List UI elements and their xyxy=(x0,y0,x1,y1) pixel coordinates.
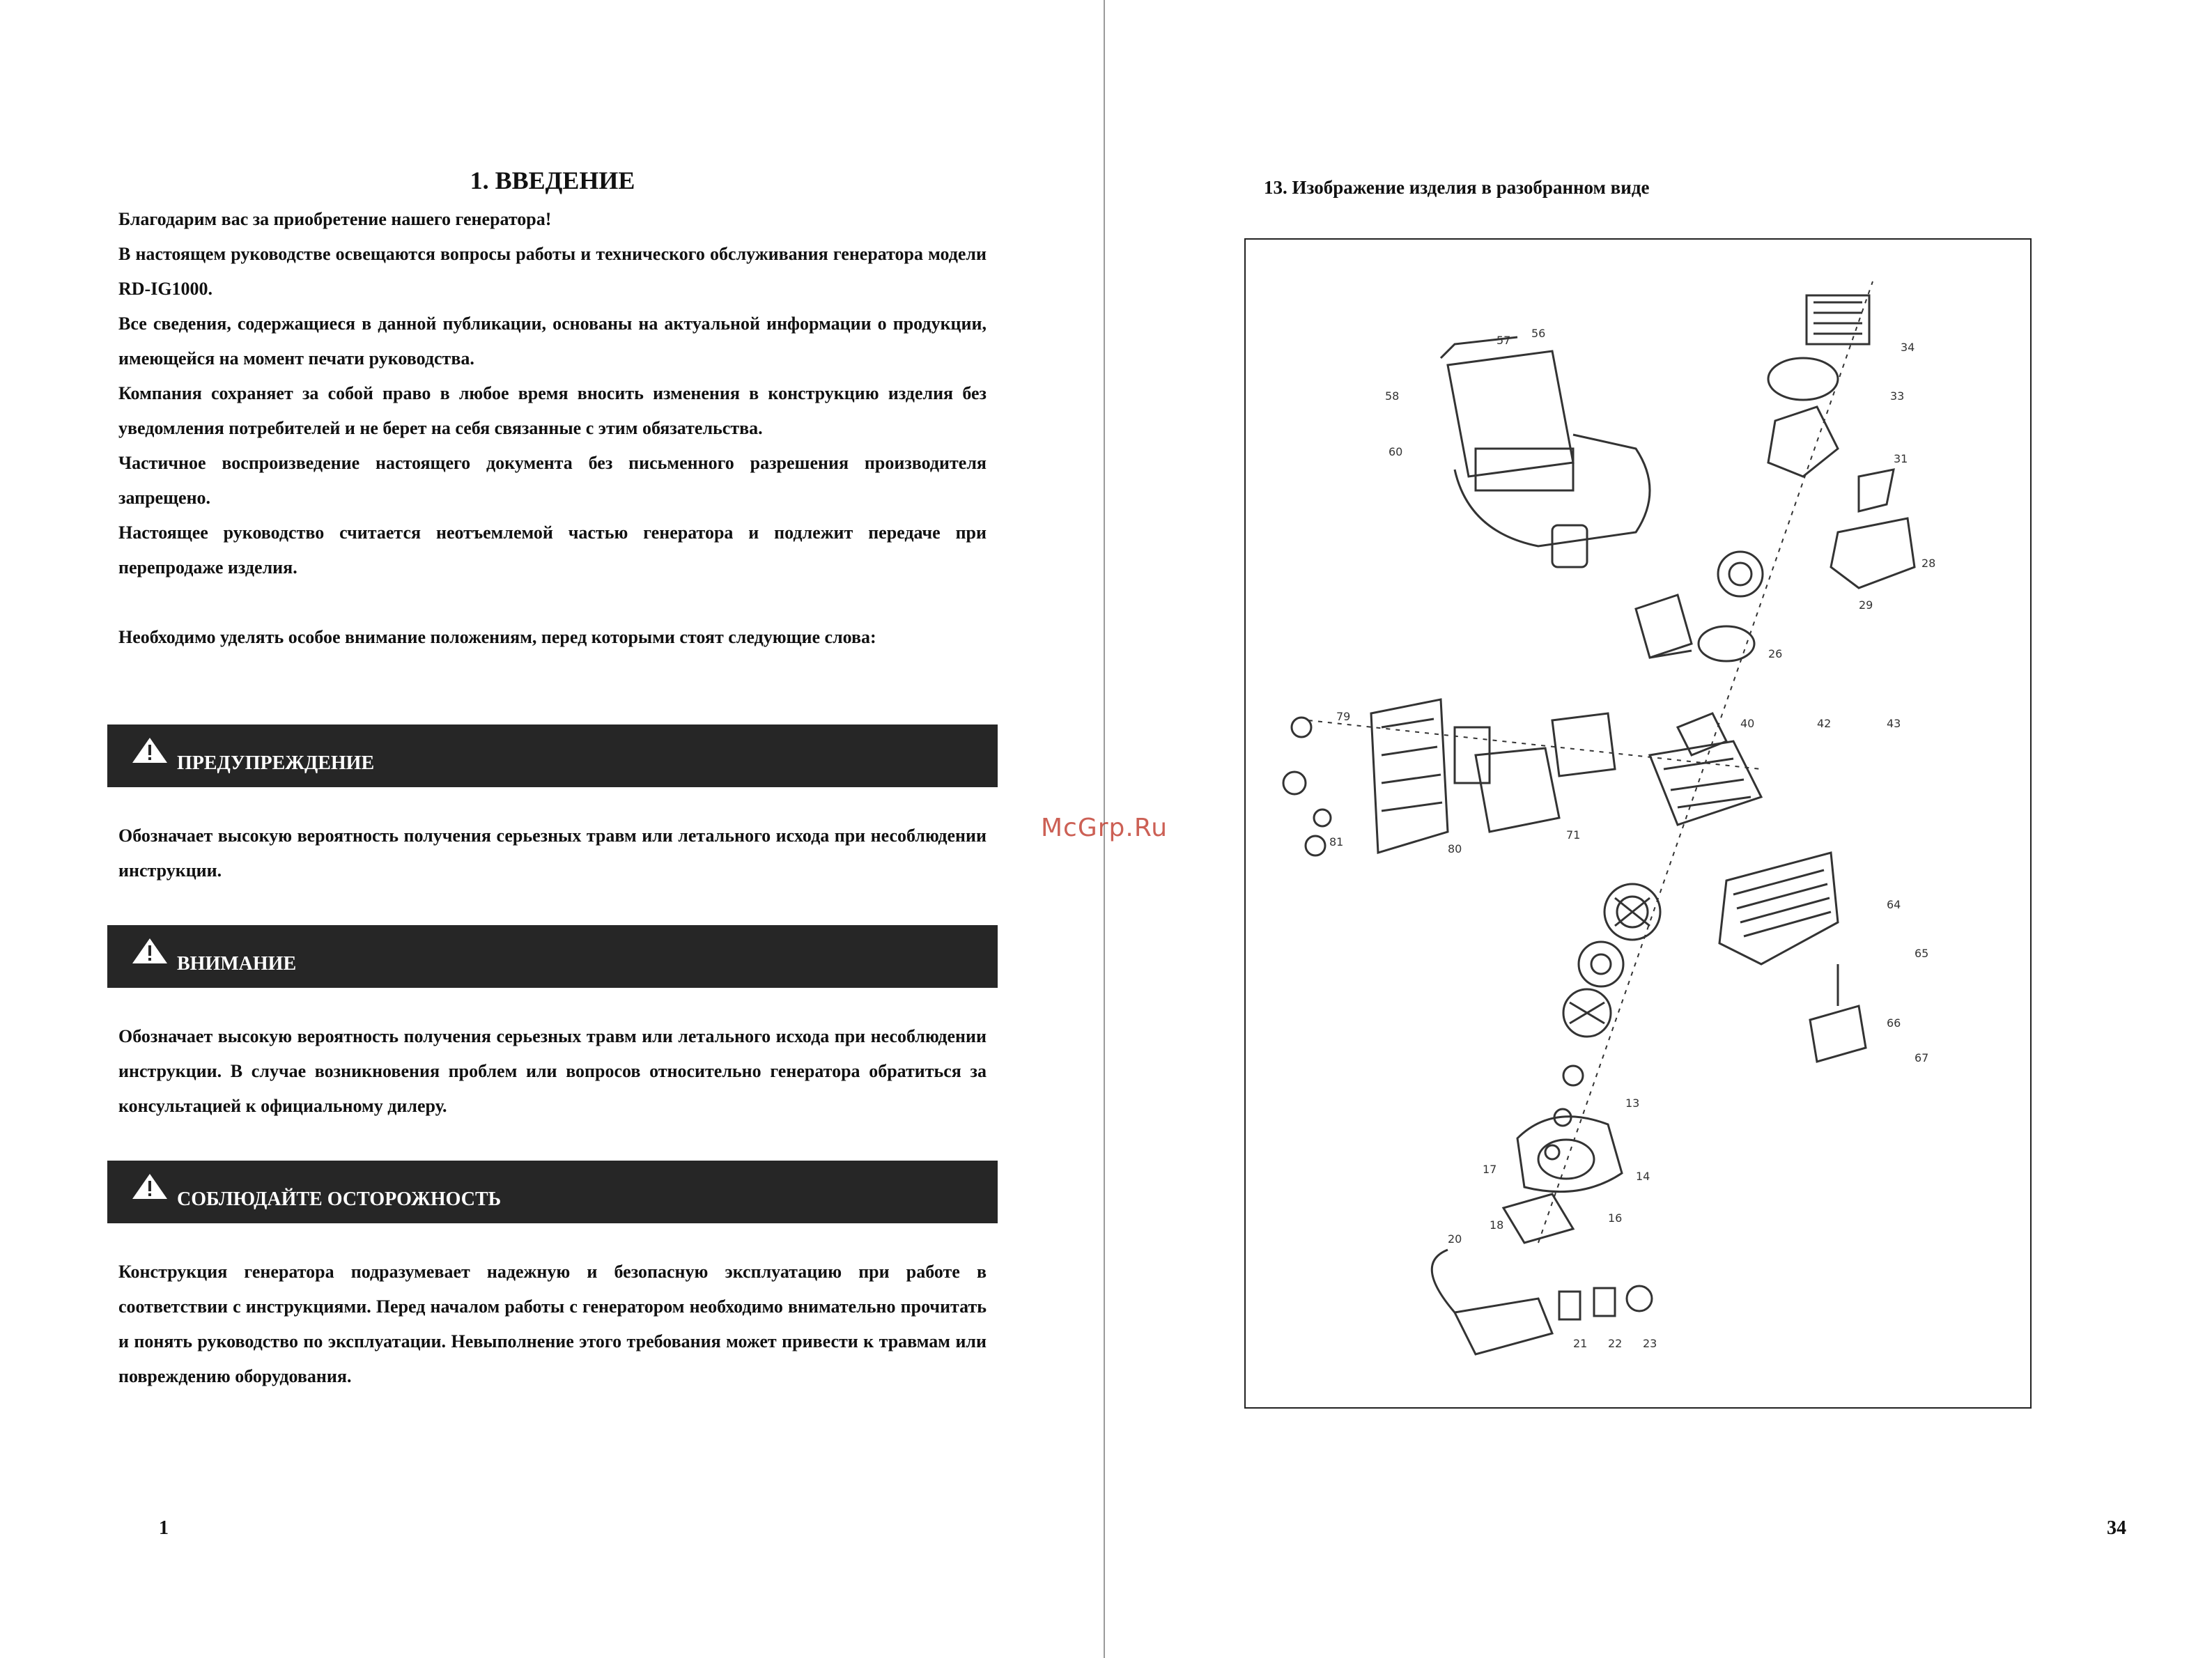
svg-text:67: 67 xyxy=(1915,1051,1929,1064)
warning-triangle-icon xyxy=(131,937,169,965)
caution-text: Конструкция генератора подразумевает надежную и безопасную эксплуатацию при работе в соответствии с инструкциями. Перед началом работы с генератором необходимо внимательно прочитать и понять руководство по эксплуатации. Невыполнение этого требования может привести к травмам или повреждению оборудования. xyxy=(118,1262,987,1386)
svg-text:28: 28 xyxy=(1921,557,1936,570)
svg-text:57: 57 xyxy=(1496,334,1511,347)
svg-text:22: 22 xyxy=(1608,1337,1623,1350)
svg-text:71: 71 xyxy=(1566,828,1581,842)
attention-text: Обозначает высокую вероятность получения серьезных травм или летального исхода при несоблюдении инструкции. В случае возникновения проблем или вопросов относительно генератора обратиться за консультацией к официальному дилеру. xyxy=(118,1026,987,1116)
svg-text:60: 60 xyxy=(1389,445,1403,458)
watermark: McGrp.Ru xyxy=(1041,814,1168,842)
svg-text:31: 31 xyxy=(1894,452,1908,465)
svg-text:26: 26 xyxy=(1768,647,1783,660)
svg-text:81: 81 xyxy=(1329,835,1344,849)
svg-text:79: 79 xyxy=(1336,710,1351,723)
svg-text:33: 33 xyxy=(1890,389,1905,403)
exploded-view-title: 13. Изображение изделия в разобранном виде xyxy=(1264,177,1650,198)
svg-text:18: 18 xyxy=(1490,1218,1504,1232)
intro-paragraph: Частичное воспроизведение настоящего документа без письменного разрешения производителя запрещено. xyxy=(118,453,987,508)
section-title: 1. ВВЕДЕНИЕ xyxy=(470,166,635,194)
warning-label: ПРЕДУПРЕЖДЕНИЕ xyxy=(177,752,375,774)
caution-label: СОБЛЮДАЙТЕ ОСТОРОЖНОСТЬ xyxy=(177,1188,502,1210)
warning-text: Обозначает высокую вероятность получения серьезных травм или летального исхода при несоблюдении инструкции. xyxy=(118,826,987,881)
svg-text:17: 17 xyxy=(1483,1163,1497,1176)
svg-text:29: 29 xyxy=(1859,598,1873,612)
svg-text:42: 42 xyxy=(1817,717,1832,730)
svg-text:20: 20 xyxy=(1448,1232,1462,1246)
svg-text:40: 40 xyxy=(1740,717,1755,730)
svg-text:43: 43 xyxy=(1887,717,1901,730)
svg-text:13: 13 xyxy=(1625,1097,1640,1110)
svg-text:16: 16 xyxy=(1608,1211,1623,1225)
caution-banner xyxy=(107,1161,998,1223)
attention-label: ВНИМАНИЕ xyxy=(177,953,297,975)
exploded-generator-diagram-icon xyxy=(1246,240,2033,1410)
intro-paragraph: Благодарим вас за приобретение нашего генератора! xyxy=(118,209,552,229)
left-page xyxy=(0,0,1105,1658)
intro-text xyxy=(118,202,987,655)
page-number-right: 34 xyxy=(2107,1517,2126,1539)
svg-text:80: 80 xyxy=(1448,842,1462,855)
intro-paragraph: Необходимо уделять особое внимание положениям, перед которыми стоят следующие слова: xyxy=(118,627,876,647)
svg-text:58: 58 xyxy=(1385,389,1400,403)
intro-paragraph: Все сведения, содержащиеся в данной публикации, основаны на актуальной информации о продукции, имеющейся на момент печати руководства. xyxy=(118,313,987,369)
intro-paragraph: Компания сохраняет за собой право в любое время вносить изменения в конструкцию изделия без уведомления потребителей и не берет на себя связанные с этим обязательства. xyxy=(118,383,987,438)
svg-text:56: 56 xyxy=(1531,327,1546,340)
intro-paragraph: Настоящее руководство считается неотъемлемой частью генератора и подлежит передаче при перепродаже изделия. xyxy=(118,522,987,578)
svg-text:65: 65 xyxy=(1915,947,1929,960)
warning-triangle-icon xyxy=(131,1172,169,1200)
attention-banner xyxy=(107,925,998,988)
svg-text:34: 34 xyxy=(1901,341,1915,354)
svg-text:64: 64 xyxy=(1887,898,1901,911)
svg-text:66: 66 xyxy=(1887,1016,1901,1030)
svg-text:21: 21 xyxy=(1573,1337,1588,1350)
exploded-diagram-frame xyxy=(1244,238,2032,1409)
warning-triangle-icon xyxy=(131,736,169,764)
svg-text:23: 23 xyxy=(1643,1337,1657,1350)
intro-paragraph: В настоящем руководстве освещаются вопросы работы и технического обслуживания генератора модели RD-IG1000. xyxy=(118,244,987,299)
page-number-left: 1 xyxy=(159,1517,169,1539)
svg-text:14: 14 xyxy=(1636,1170,1650,1183)
warning-banner xyxy=(107,725,998,787)
